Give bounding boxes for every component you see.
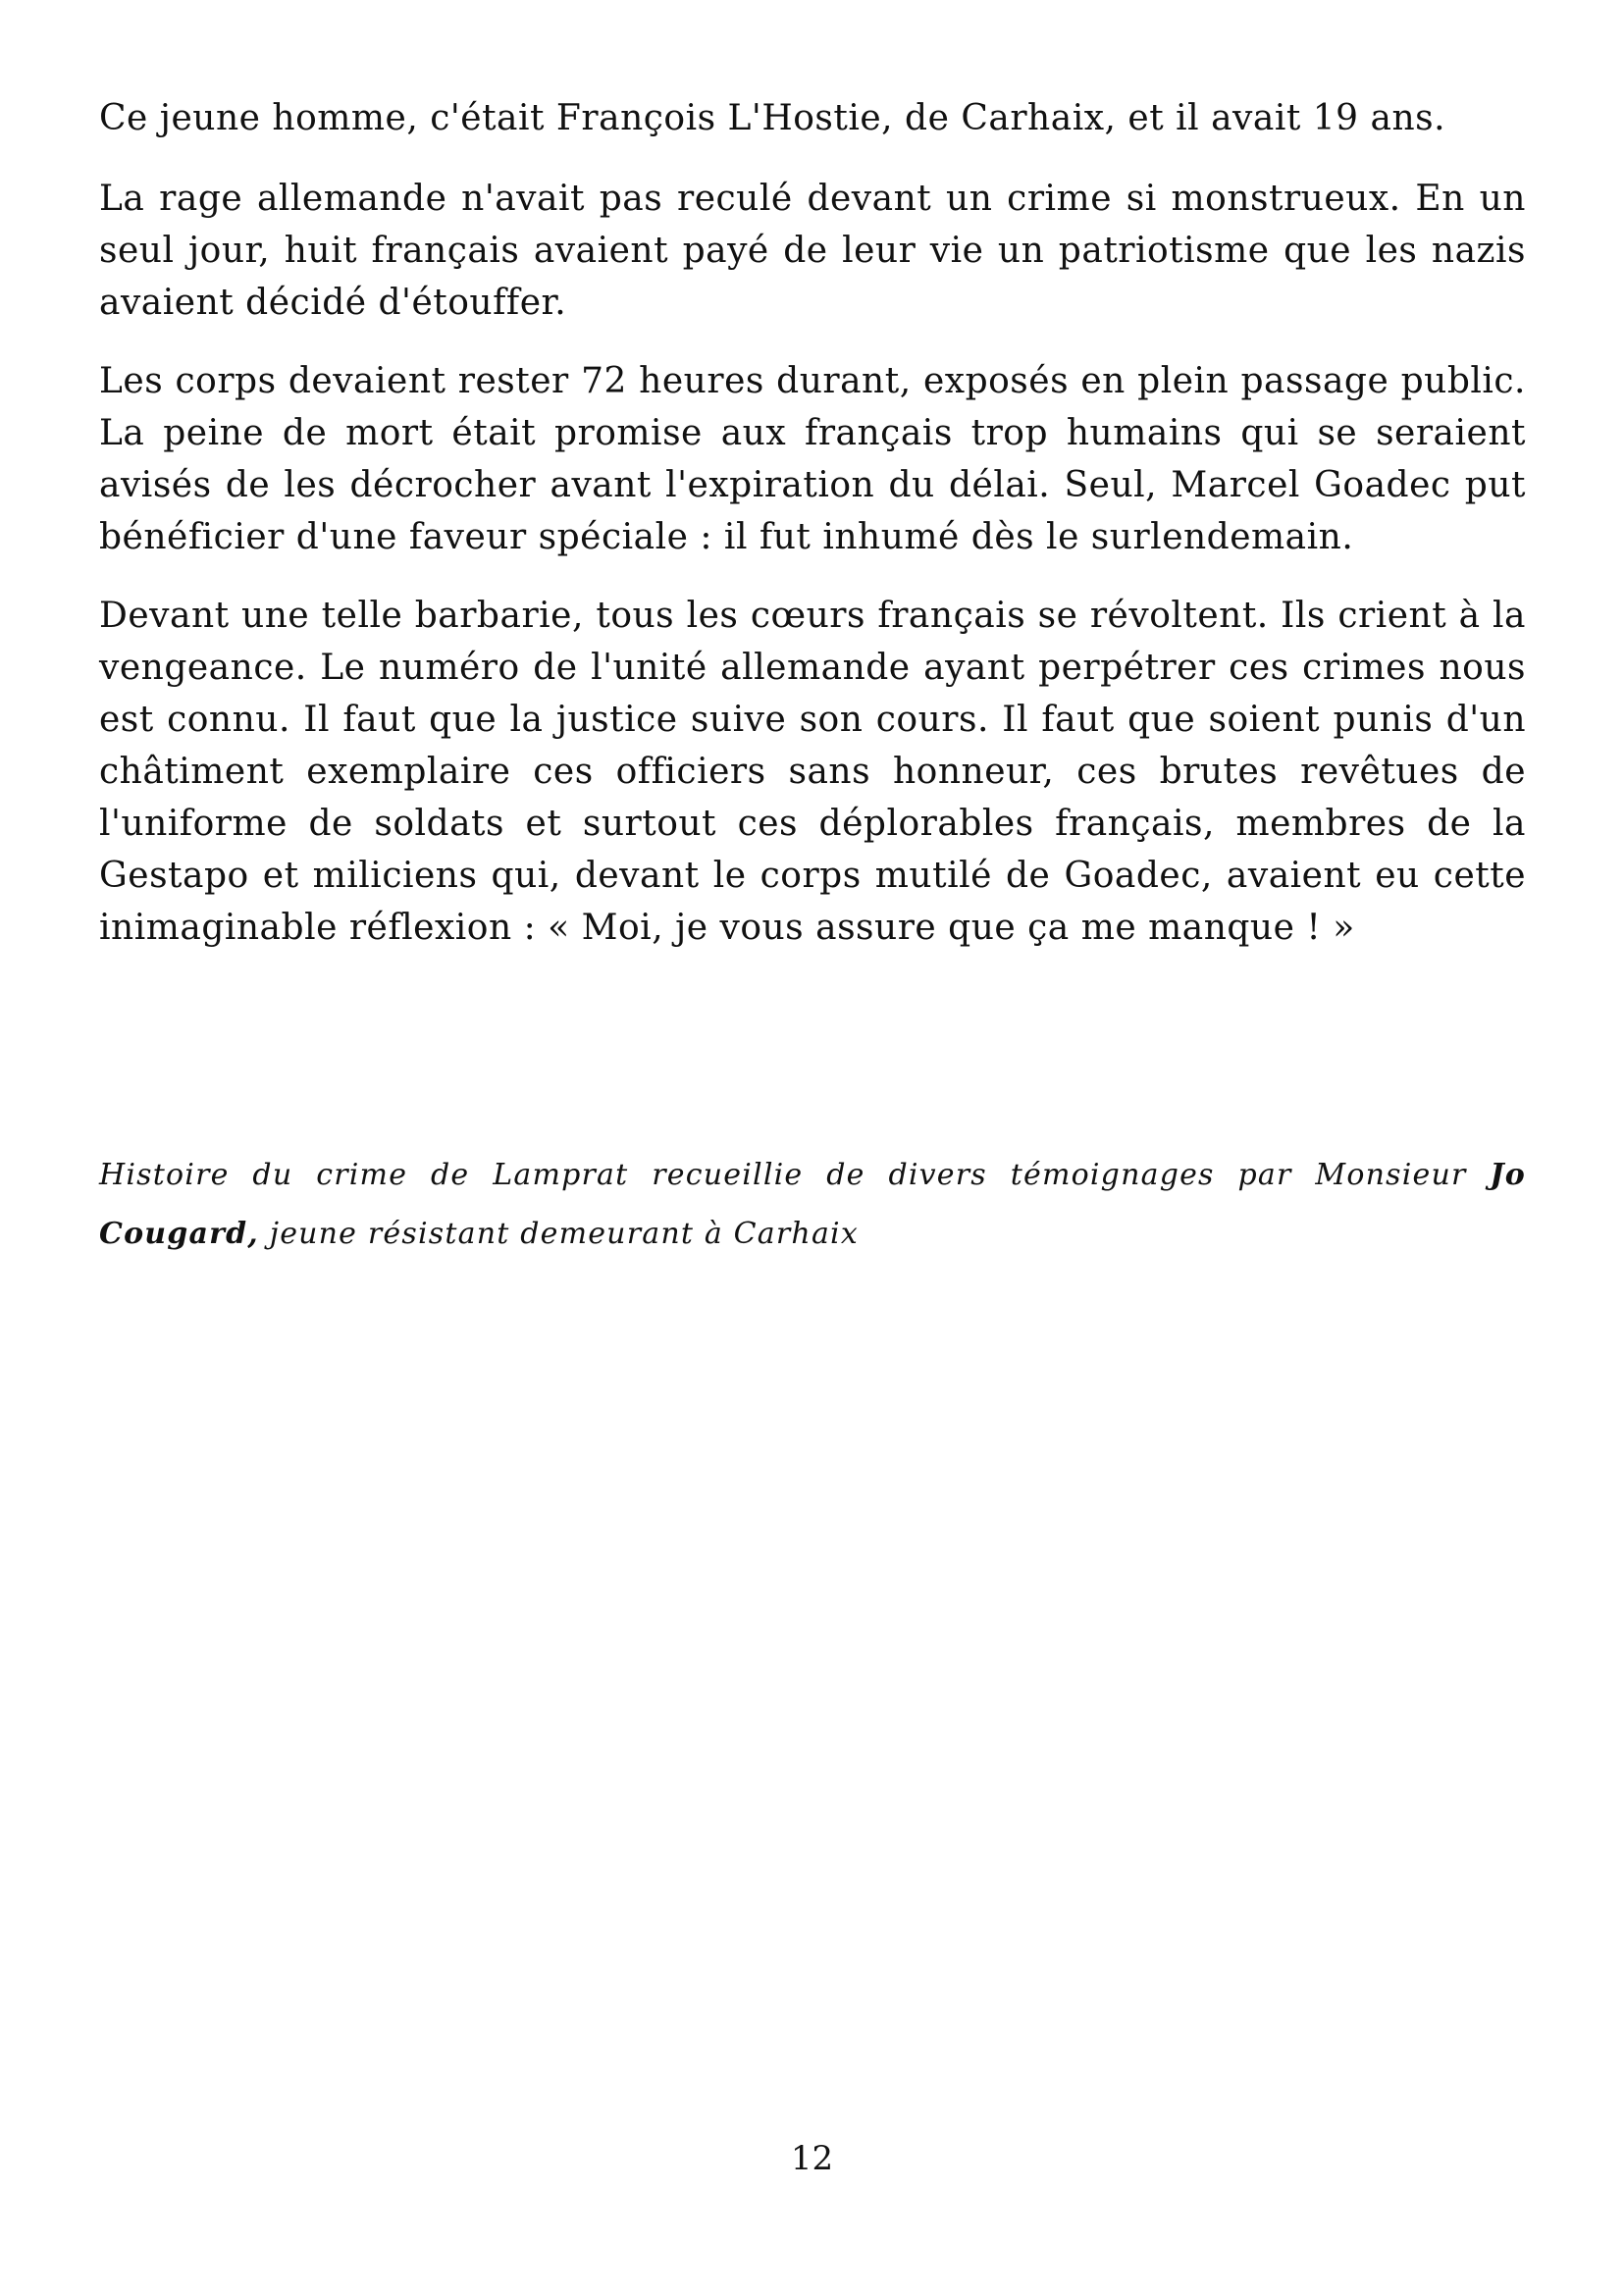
paragraph-3: Les corps devaient rester 72 heures durant, exposés en plein passage public. La peine de mort était promise aux français trop humains qui se seraient avisés de les décrocher avant l'expiration du délai. Seul, Marcel Goadec put bénéficier d'une faveur spéciale : il fut inhumé dès le surlendemain. <box>99 361 1526 557</box>
paragraph-4: Devant une telle barbarie, tous les cœurs français se révoltent. Ils crient à la vengeance. Le numéro de l'unité allemande ayant perpétrer ces crimes nous est connu. Il faut que la justice suive son cours. Il faut que soient punis d'un châtiment exemplaire ces officiers sans honneur, ces brutes revêtues de l'uniforme de soldats et surtout ces déplorables français, membres de la Gestapo et miliciens qui, devant le corps mutilé de Goadec, avaient eu cette inimaginable réflexion : « Moi, je vous assure que ça me manque ! » <box>99 596 1526 948</box>
paragraph-2: La rage allemande n'avait pas reculé devant un crime si monstrueux. En un seul jour, huit français avaient payé de leur vie un patriotisme que les nazis avaient décidé d'étouffer. <box>99 179 1526 323</box>
source-note <box>99 1146 1526 1264</box>
source-note-author: Jo Cougard, <box>99 1158 1526 1251</box>
source-note-intro: Histoire du crime de Lamprat recueillie de divers témoignages par Monsieur <box>99 1158 1491 1192</box>
source-note-tail: jeune résistant demeurant à Carhaix <box>258 1217 859 1251</box>
page-number: 12 <box>790 2139 834 2178</box>
body-text <box>99 92 1526 980</box>
paragraph-1: Ce jeune homme, c'était François L'Hostie, de Carhaix, et il avait 19 ans. <box>99 98 1446 138</box>
